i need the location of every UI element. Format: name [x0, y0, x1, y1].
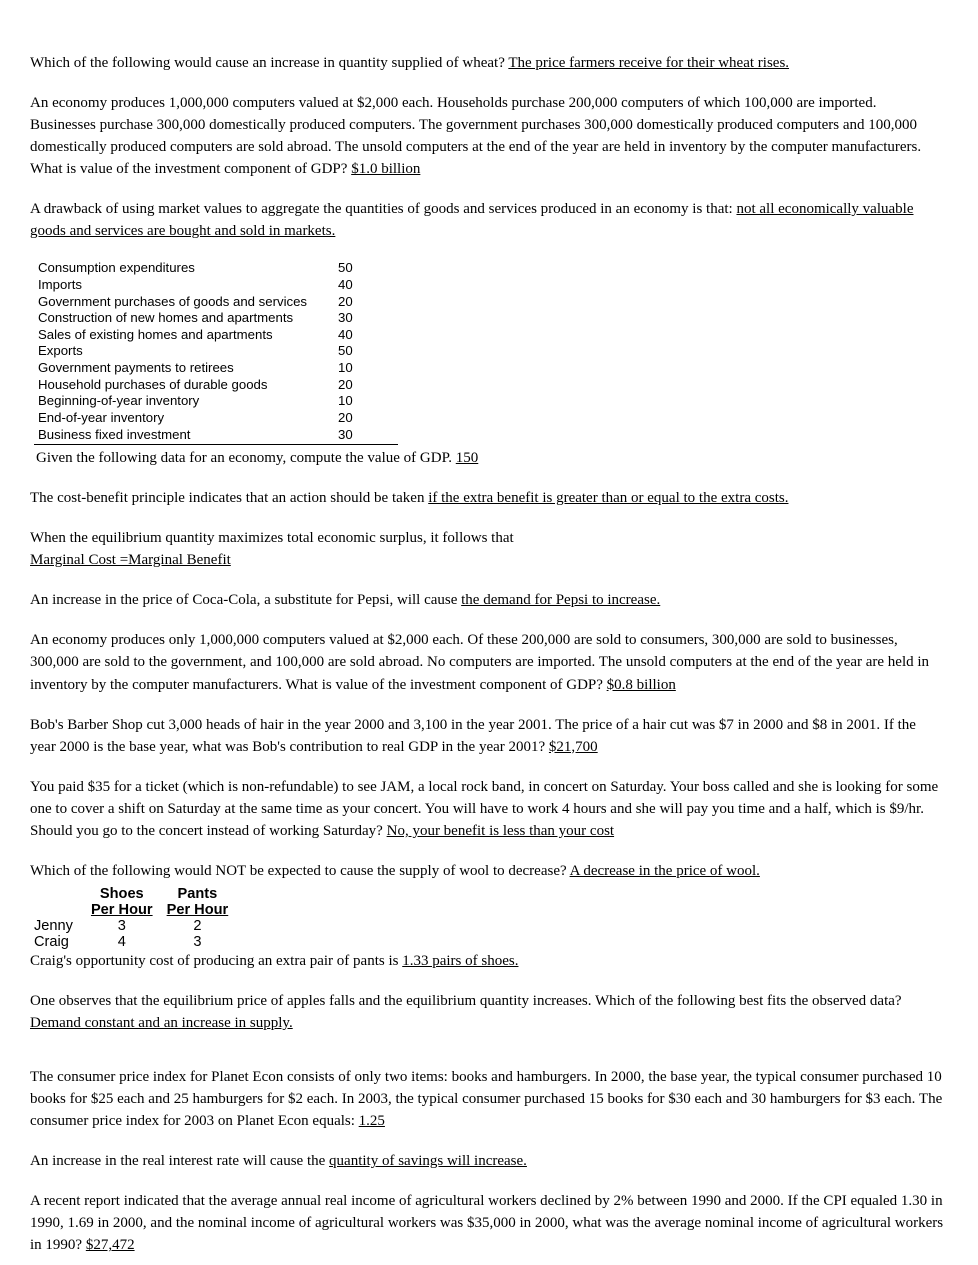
- table-row: [34, 310, 398, 327]
- question-text: One observes that the equilibrium price of apples falls and the equilibrium quantity increases. Which of the following best fits the observed data?: [30, 992, 902, 1009]
- table-header-row: [34, 886, 242, 902]
- row-label: Business fixed investment: [34, 427, 338, 445]
- question-answer: $21,700: [548, 738, 598, 755]
- question-item: [30, 714, 944, 758]
- row-label: Construction of new homes and apartments: [38, 310, 294, 326]
- question-item: [30, 1066, 944, 1132]
- question-item: [30, 629, 944, 695]
- spacer: [30, 1052, 944, 1066]
- table-row: [34, 260, 398, 277]
- row-value: 50: [338, 343, 353, 359]
- row-value: 20: [338, 293, 353, 309]
- table-row: [34, 343, 398, 360]
- corner-cell: [34, 902, 91, 918]
- row-label: Government purchases of goods and services: [38, 293, 308, 309]
- table-header-row: [34, 902, 242, 918]
- question-text: You paid $35 for a ticket (which is non-refundable) to see JAM, a local rock band, in concert on Saturday. Your boss called and she is looking for some one to cover a shift on Saturday at the same time as your concert. You will have to work 4 hours and she will pay you time and a half, which is $9/hr. Should you go to the concert instead of working Saturday?: [30, 778, 939, 839]
- table-row: [34, 918, 242, 934]
- column-subheader-shoes: Per Hour: [90, 901, 153, 918]
- row-label: Craig: [34, 933, 69, 950]
- question-answer: the demand for Pepsi to increase.: [461, 592, 661, 609]
- row-label: Household purchases of durable goods: [38, 376, 268, 392]
- row-value: 30: [338, 310, 353, 326]
- row-value: 10: [338, 360, 353, 376]
- question-item: [30, 1190, 944, 1256]
- question-text: An economy produces 1,000,000 computers valued at $2,000 each. Households purchase 200,000 computers of which 100,000 are imported. Businesses purchase 300,000 domestically produced computers. The government purchases 300,000 domestically produced computers and 100,000 domestically produced computers are sold abroad. The unsold computers at the end of the year are held in inventory by the computer manufacturers. What is value of the investment component of GDP?: [30, 95, 922, 178]
- question-answer: $0.8 billion: [606, 676, 676, 693]
- question-answer: not all economically valuable goods and services are bought and sold in markets.: [30, 201, 914, 240]
- question-item: [30, 527, 944, 571]
- question-item: [36, 447, 944, 469]
- question-item: [30, 950, 944, 972]
- question-text: An economy produces only 1,000,000 computers valued at $2,000 each. Of these 200,000 are sold to consumers, 300,000 are sold to businesses, 300,000 are sold to the government, and 100,000 are sold abroad. No computers are imported. The unsold computers at the end of the year are held in inventory by the computer manufacturers. What is value of the investment component of GDP?: [30, 632, 930, 693]
- question-item: [30, 92, 944, 180]
- question-text: A drawback of using market values to aggregate the quantities of goods and services produced in an economy is that:: [30, 201, 737, 218]
- question-answer: No, your benefit is less than your cost: [386, 822, 615, 839]
- question-item: [30, 198, 944, 242]
- question-item: [30, 487, 944, 509]
- row-value: 40: [338, 326, 353, 342]
- question-text: Given the following data for an economy, compute the value of GDP.: [36, 450, 456, 467]
- question-answer: 150: [455, 450, 479, 467]
- question-answer: $1.0 billion: [351, 161, 421, 178]
- question-text: When the equilibrium quantity maximizes total economic surplus, it follows that: [30, 530, 514, 547]
- question-item: [30, 860, 944, 882]
- row-label: Imports: [38, 276, 82, 292]
- question-item: [30, 990, 944, 1034]
- table-row: [34, 377, 398, 394]
- corner-cell: [34, 886, 91, 902]
- row-value: 50: [338, 260, 353, 276]
- row-label: Jenny: [34, 917, 73, 934]
- question-text: An increase in the price of Coca-Cola, a substitute for Pepsi, will cause: [30, 592, 462, 609]
- question-answer: Marginal Cost =Marginal Benefit: [30, 552, 231, 569]
- table-row: [34, 294, 398, 311]
- table-row: [34, 393, 398, 410]
- cell-shoes: 3: [117, 917, 126, 934]
- question-answer: quantity of savings will increase.: [329, 1153, 527, 1170]
- question-text: A recent report indicated that the average annual real income of agricultural workers declined by 2% between 1990 and 2000. If the CPI equaled 1.30 in 1990, 1.69 in 2000, and the nominal income of agricultural workers was $35,000 in 2000, what was the average nominal income of agricultural workers in 1990?: [30, 1193, 944, 1254]
- row-value: 10: [338, 393, 353, 409]
- productivity-table: [34, 886, 242, 950]
- row-label: Exports: [38, 343, 83, 359]
- question-text: Bob's Barber Shop cut 3,000 heads of hair in the year 2000 and 3,100 in the year 2001. The price of a hair cut was $7 in 2000 and $8 in 2001. If the year 2000 is the base year, what was Bob's contribution to real GDP in the year 2001?: [30, 716, 916, 755]
- column-subheader-pants: Per Hour: [166, 901, 229, 918]
- row-value: 40: [338, 276, 353, 292]
- question-answer: 1.25: [358, 1113, 385, 1130]
- question-answer: 1.33 pairs of shoes.: [402, 952, 519, 969]
- question-answer: if the extra benefit is greater than or equal to the extra costs.: [428, 490, 789, 507]
- question-text: An increase in the real interest rate will cause the: [30, 1153, 330, 1170]
- question-text: The cost-benefit principle indicates that an action should be taken: [30, 490, 429, 507]
- row-label: Sales of existing homes and apartments: [38, 326, 273, 342]
- table-row: [34, 327, 398, 344]
- question-item: [30, 589, 944, 611]
- question-item: [30, 776, 944, 842]
- question-answer: $27,472: [85, 1237, 135, 1254]
- question-text: The consumer price index for Planet Econ consists of only two items: books and hamburgers. In 2000, the base year, the typical consumer purchased 10 books for $25 each and 25 hamburgers for $2 each. In 2003, the typical consumer purchased 15 books for $30 each and 30 hamburgers for $3 each. The consumer price index for 2003 on Planet Econ equals:: [30, 1069, 943, 1130]
- table-row: [34, 410, 398, 427]
- row-label: Beginning-of-year inventory: [38, 393, 200, 409]
- column-header-pants: Pants: [177, 885, 218, 902]
- cell-pants: 3: [193, 933, 202, 950]
- row-value: 20: [338, 409, 353, 425]
- table-row: [34, 427, 398, 445]
- cell-shoes: 4: [117, 933, 126, 950]
- gdp-data-table-wrapper: [30, 260, 944, 445]
- row-value: 20: [338, 376, 353, 392]
- question-text: Which of the following would NOT be expected to cause the supply of wool to decrease?: [30, 862, 570, 879]
- question-answer: A decrease in the price of wool.: [569, 862, 760, 879]
- question-text: Craig's opportunity cost of producing an extra pair of pants is: [30, 952, 403, 969]
- question-text: Which of the following would cause an increase in quantity supplied of wheat?: [30, 55, 509, 71]
- question-answer: Demand constant and an increase in supply.: [30, 1014, 293, 1031]
- question-item: [30, 52, 944, 74]
- cell-pants: 2: [193, 917, 202, 934]
- row-label: Government payments to retirees: [38, 360, 234, 376]
- row-label: End-of-year inventory: [38, 409, 165, 425]
- column-header-shoes: Shoes: [99, 885, 144, 902]
- question-answer: The price farmers receive for their wheat rises.: [508, 55, 790, 71]
- table-row: [34, 360, 398, 377]
- question-item: [30, 1150, 944, 1172]
- row-label: Consumption expenditures: [38, 260, 195, 276]
- table-row: [34, 277, 398, 294]
- table-row: [34, 934, 242, 950]
- gdp-data-table: [34, 260, 398, 445]
- row-value: 30: [338, 427, 398, 445]
